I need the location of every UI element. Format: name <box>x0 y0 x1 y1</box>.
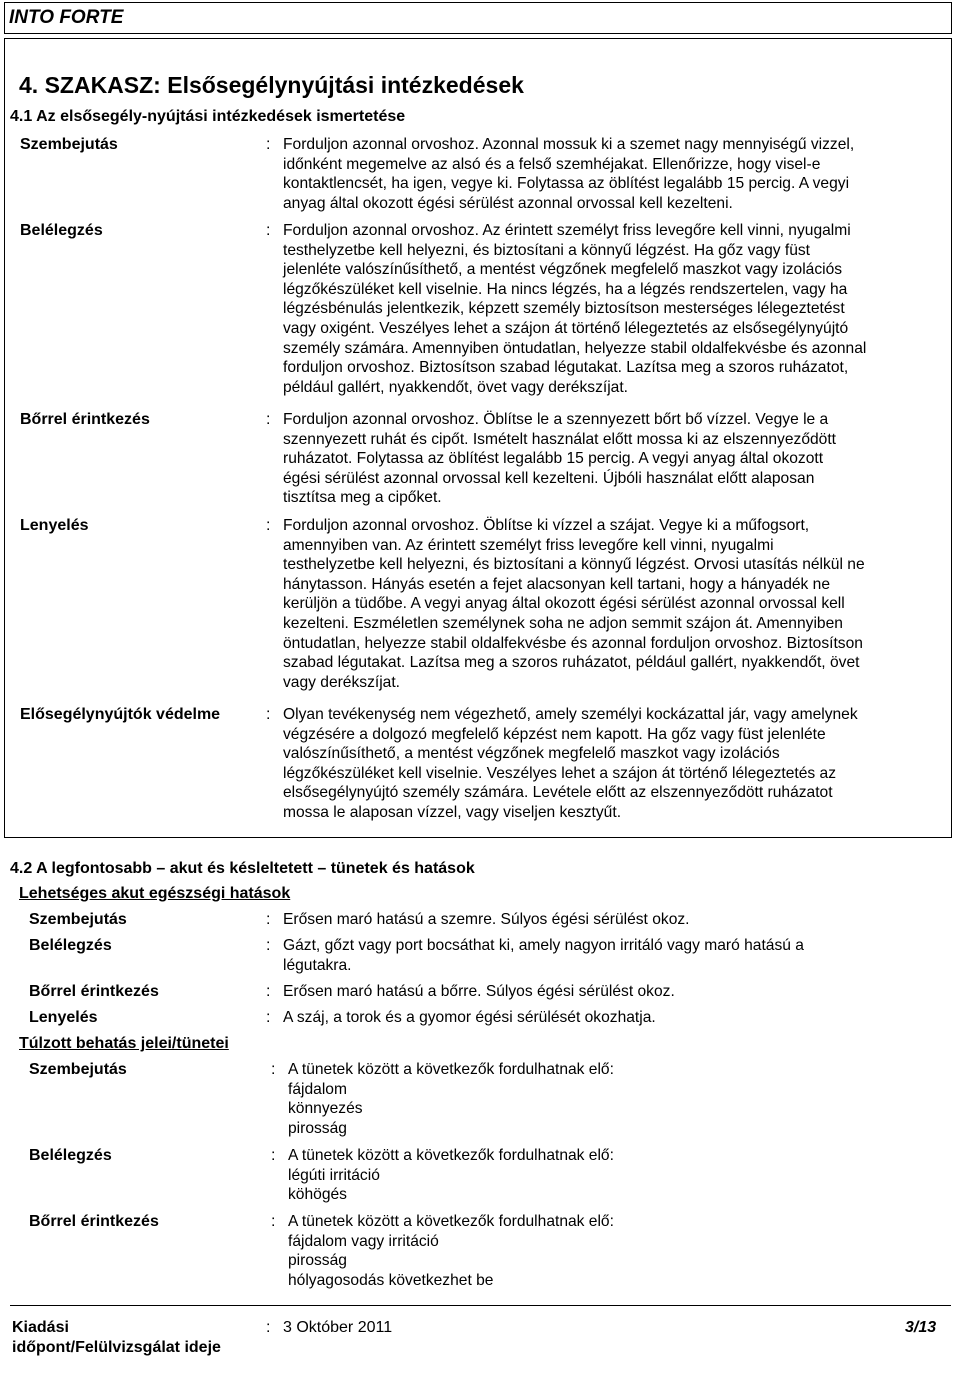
text-line: kezelteni. Eszméletlen személynek soha ne adjon semmit szájon át. Amennyiben <box>283 614 843 632</box>
text-line: forduljon orvoshoz. Biztosítson szabad légutakat. Lazítsa meg a szoros ruházatot, <box>283 359 849 377</box>
text-line: légzőkészüléket kell viselnie. Ha nincs légzés, ha a légzés rendszertelen, vagy ha <box>283 280 848 298</box>
colon: : <box>266 222 271 239</box>
acute-label-skin: Bőrrel érintkezés <box>29 983 159 1000</box>
text-line: időnként megemelve az alsó és a felső szemhéjakat. Ellenőrizze, hogy visel-e <box>283 155 821 173</box>
text-line: Forduljon azonnal orvoshoz. Öblítse le a szennyezett bőrt bő vízzel. Vegye le a <box>283 411 829 428</box>
product-name: INTO FORTE <box>9 7 124 28</box>
text-line: végzésére a dolgozó megfelelő képzést nem kapott. Ha gőz vagy füst jelenléte <box>283 725 826 743</box>
measure-text-inhalation <box>283 221 866 397</box>
text-line: kontaktlencsét, ha igen, vegye ki. Folytassa az öblítést legalább 15 percig. A vegyi <box>283 175 850 193</box>
product-header-bar <box>4 2 952 34</box>
overexposure-text-eye <box>288 1060 614 1138</box>
text-line: köhögés <box>288 1186 347 1204</box>
acute-effects-heading: Lehetséges akut egészségi hatások <box>19 885 291 902</box>
text-line: jelenléte valószínűsíthető, a mentést végzőnek megfelelő maszkot vagy izolációs <box>283 261 843 279</box>
measure-text-ingestion <box>283 516 865 692</box>
text-line: tisztítsa meg a cipőket. <box>283 489 442 507</box>
overexposure-label-eye: Szembejutás <box>29 1061 127 1078</box>
acute-label-eye: Szembejutás <box>29 911 127 928</box>
measure-label-skin: Bőrrel érintkezés <box>20 411 150 428</box>
text-line: Erősen maró hatású a bőrre. Súlyos égési sérülést okoz. <box>283 983 675 1000</box>
text-line: légzésbénulás jelentkezik, képzett személy biztosítson mesterséges lélegeztetést <box>283 300 845 318</box>
text-line: légúti irritáció <box>288 1166 380 1184</box>
text-line: fájdalom <box>288 1080 347 1098</box>
measure-text-skin <box>283 410 836 508</box>
colon: : <box>266 136 271 153</box>
text-line: hólyagosodás következhet be <box>288 1271 494 1289</box>
section-title: 4. SZAKASZ: Elsősegélynyújtási intézkedések <box>19 72 524 98</box>
text-line: könnyezés <box>288 1100 363 1118</box>
text-line: A tünetek között a következők fordulhatnak elő: <box>288 1061 614 1078</box>
text-line: mossa le alaposan vízzel, vagy viseljen kesztyűt. <box>283 803 622 821</box>
text-line: Forduljon azonnal orvoshoz. Öblítse ki vízzel a szájat. Vegye ki a műfogsort, <box>283 517 810 534</box>
text-line: amennyiben van. Az érintett személyt friss levegőre kell vinni, nyugalmi <box>283 536 774 554</box>
text-line: elsősegélynyújtó személy számára. Levétele előtt az elszennyeződött ruházatot <box>283 784 833 802</box>
measure-label-eye: Szembejutás <box>20 136 118 153</box>
text-line: személy számára. Amennyiben öntudatlan, helyezze stabil oldalfekvésbe és azonnal <box>283 339 867 357</box>
footer-divider <box>10 1305 951 1306</box>
overexposure-label-skin: Bőrrel érintkezés <box>29 1213 159 1230</box>
text-line: Forduljon azonnal orvoshoz. Azonnal mossuk ki a szemet nagy mennyiségű vizzel, <box>283 136 855 153</box>
colon: : <box>266 411 271 428</box>
text-line: fájdalom vagy irritáció <box>288 1232 439 1250</box>
measure-label-inhalation: Belélegzés <box>20 222 103 239</box>
colon: : <box>271 1147 276 1164</box>
text-line: például gallért, nyakkendőt, övet vagy derékszíjat. <box>283 378 628 396</box>
footer-label-line: Kiadási <box>12 1319 69 1336</box>
acute-text-eye <box>283 910 690 930</box>
page-number: 3/13 <box>905 1319 937 1336</box>
measure-label-ingestion: Lenyelés <box>20 517 89 534</box>
colon: : <box>266 1319 271 1336</box>
text-line: szennyezett ruhát és cipőt. Ismételt használat előtt mossa ki az elszennyeződött <box>283 430 836 448</box>
acute-label-inhalation: Belélegzés <box>29 937 112 954</box>
text-line: A tünetek között a következők fordulhatnak elő: <box>288 1147 614 1164</box>
colon: : <box>271 1213 276 1230</box>
text-line: öntudatlan, helyezze stabil oldalfekvésbe és azonnal forduljon orvoshoz. Biztosítson <box>283 634 863 652</box>
measure-text-eye <box>283 135 854 213</box>
text-line: szabad légutakat. Lazítsa meg a szoros ruházatot, például gallért, nyakkendőt, övet <box>283 654 860 672</box>
colon: : <box>266 911 271 928</box>
text-line: valószínűsíthető, a mentést végzőnek megfelelő maszkot vagy izolációs <box>283 745 780 763</box>
acute-text-ingestion <box>283 1008 656 1028</box>
text-line: vagy derékszíjat. <box>283 673 401 691</box>
measure-label-first-aider-protection: Elősegélynyújtók védelme <box>20 706 221 723</box>
acute-text-inhalation <box>283 936 804 975</box>
text-line: Olyan tevékenység nem végezhető, amely személyi kockázattal jár, vagy amelynek <box>283 706 858 723</box>
text-line: Forduljon azonnal orvoshoz. Az érintett személyt friss levegőre kell vinni, nyugalmi <box>283 222 851 239</box>
colon: : <box>266 937 271 954</box>
colon: : <box>266 517 271 534</box>
text-line: kerüljön a tüdőbe. A vegyi anyag által okozott égési sérülést azonnal orvossal kell <box>283 595 845 613</box>
subsection-4-1-title: 4.1 Az elsősegély-nyújtási intézkedések ismertetése <box>10 108 406 125</box>
acute-text-skin <box>283 982 675 1002</box>
footer-label-line: időpont/Felülvizsgálat ideje <box>12 1339 221 1356</box>
text-line: anyag által okozott égési sérülést azonnal orvossal kell kezelteni. <box>283 194 733 212</box>
text-line: Gázt, gőzt vagy port bocsáthat ki, amely nagyon irritáló vagy maró hatású a <box>283 937 804 954</box>
text-line: légutakra. <box>283 956 352 974</box>
overexposure-heading: Túlzott behatás jelei/tünetei <box>19 1035 229 1052</box>
overexposure-text-inhalation <box>288 1146 614 1205</box>
text-line: testhelyzetbe kell helyezni, és biztosítani a könnyű légzést. Orvosi utasítás nélkül ne <box>283 556 865 574</box>
text-line: vagy oxigént. Veszélyes lehet a szájon át történő lélegeztetés az elsősegélynyújtó <box>283 319 849 337</box>
text-line: légzőkészüléket kell viselnie. Veszélyes lehet a szájon át történő lélegeztetés az <box>283 764 837 782</box>
footer-issue-date: 3 Október 2011 <box>283 1319 393 1336</box>
text-line: pirosság <box>288 1252 347 1270</box>
text-line: hánytasson. Hányás esetén a fejet alacsonyan kell tartani, hogy a hányadék ne <box>283 575 831 593</box>
overexposure-text-skin <box>288 1212 614 1290</box>
colon: : <box>271 1061 276 1078</box>
colon: : <box>266 706 271 723</box>
text-line: A tünetek között a következők fordulhatnak elő: <box>288 1213 614 1230</box>
colon: : <box>266 983 271 1000</box>
acute-label-ingestion: Lenyelés <box>29 1009 98 1026</box>
colon: : <box>266 1009 271 1026</box>
footer-issue-date-label <box>12 1318 221 1358</box>
text-line: ruházatot. Folytassa az öblítést legalább 15 percig. A vegyi anyag által okozott <box>283 450 824 468</box>
overexposure-label-inhalation: Belélegzés <box>29 1147 112 1164</box>
subsection-4-2-title: 4.2 A legfontosabb – akut és késleltetett – tünetek és hatások <box>10 860 475 877</box>
text-line: égési sérülést azonnal orvossal kell kezelteni. Újbóli használat előtt alaposan <box>283 469 815 487</box>
text-line: A száj, a torok és a gyomor égési sérülését okozhatja. <box>283 1009 656 1026</box>
text-line: Erősen maró hatású a szemre. Súlyos égési sérülést okoz. <box>283 911 690 928</box>
text-line: testhelyzetbe kell helyezni, és biztosítani a könnyű légzést. Ha gőz vagy füst <box>283 241 811 259</box>
measure-text-first-aider-protection <box>283 705 858 823</box>
text-line: pirosság <box>288 1119 347 1137</box>
